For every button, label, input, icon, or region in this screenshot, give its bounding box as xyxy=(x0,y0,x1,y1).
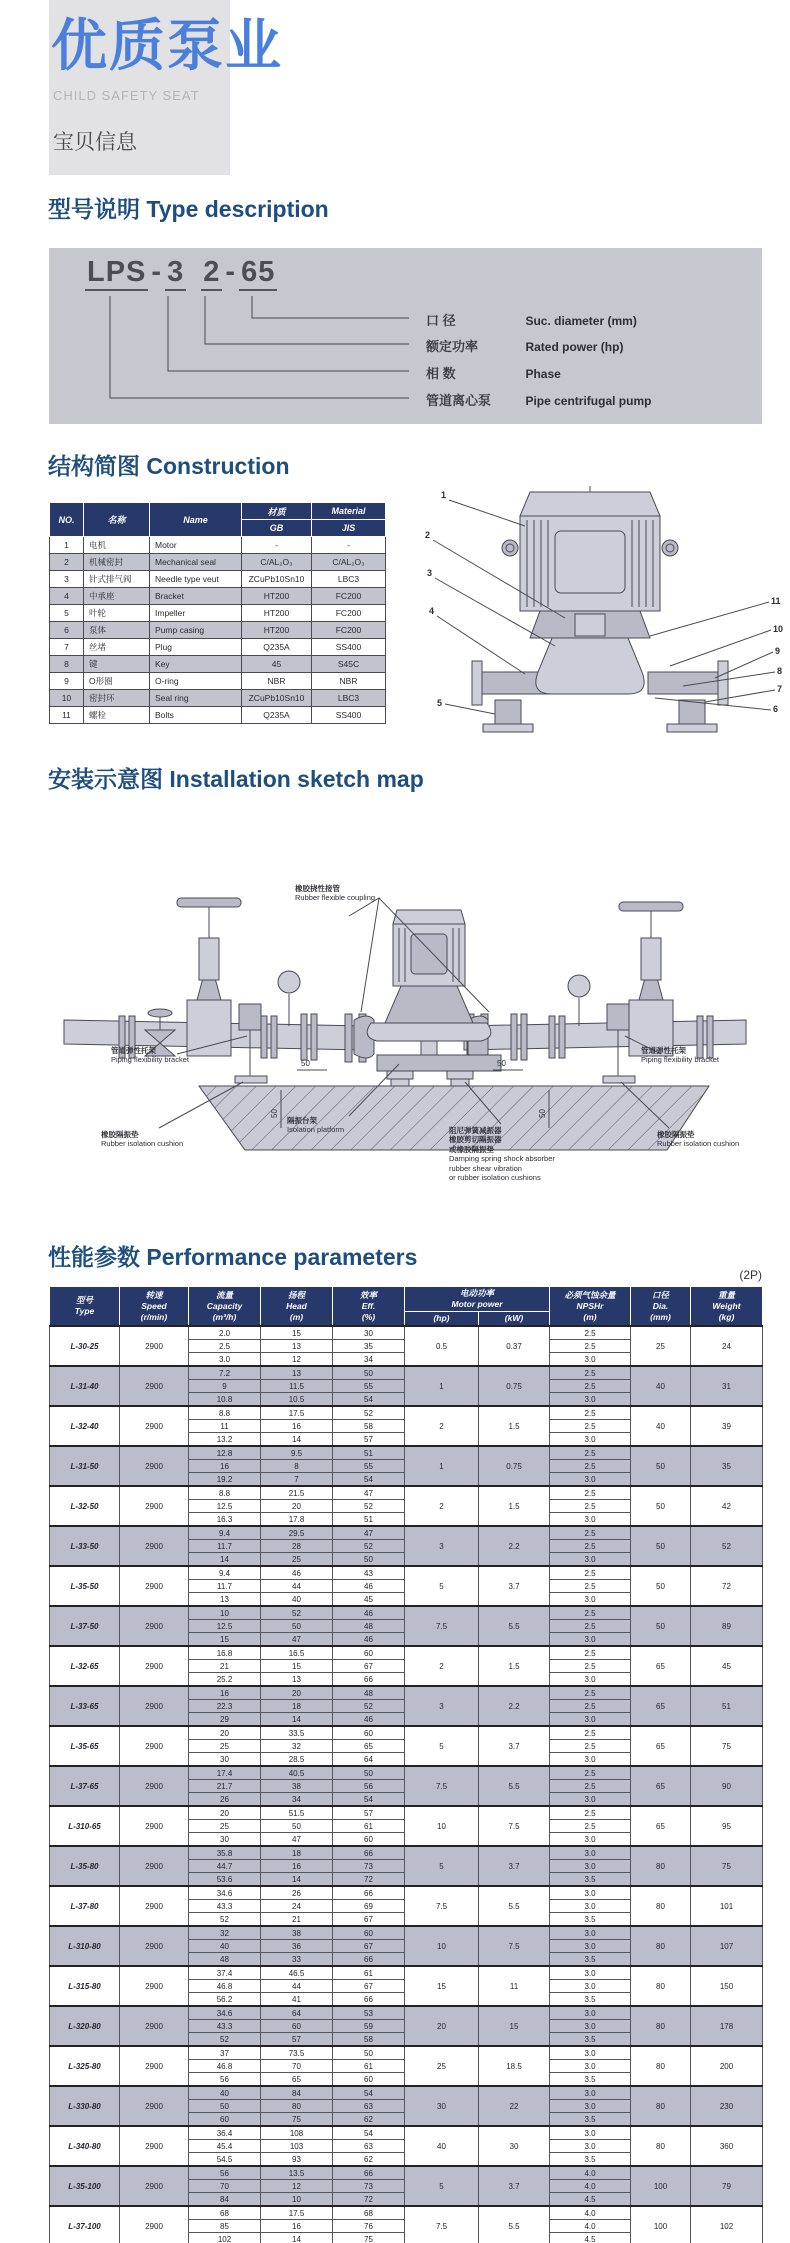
performance-row: 48 33 66 3.5 xyxy=(50,1953,763,1967)
dim-50-left: 50 xyxy=(301,1059,310,1068)
performance-row: 22.3 18 52 2.5 xyxy=(50,1700,763,1713)
performance-row: 52 21 67 3.5 xyxy=(50,1913,763,1927)
col-hp: (hp) xyxy=(405,1312,479,1327)
performance-row: 43.3 60 59 3.0 xyxy=(50,2020,763,2033)
performance-row: 13 40 45 3.0 xyxy=(50,1593,763,1607)
brand-title: 优质泵业 xyxy=(51,14,283,77)
performance-row: 44.7 16 73 3.0 xyxy=(50,1860,763,1873)
performance-row: 25 32 65 2.5 xyxy=(50,1740,763,1753)
legend-suction-diameter: 口 径 Suc. diameter (mm) xyxy=(426,313,637,328)
col-name-en: Name xyxy=(150,503,242,537)
performance-row: 12.5 50 48 2.5 xyxy=(50,1620,763,1633)
model-code-connector-lines xyxy=(49,248,762,424)
performance-row: 53.6 14 72 3.5 xyxy=(50,1873,763,1887)
performance-row: 26 34 54 3.0 xyxy=(50,1793,763,1807)
performance-row: L-35-50 2900 9.4 46 43 5 3.7 2.5 50 72 xyxy=(50,1566,763,1580)
dim-50-right: 50 xyxy=(497,1059,506,1068)
performance-row: 21.7 38 56 2.5 xyxy=(50,1780,763,1793)
performance-row: 15 47 46 3.0 xyxy=(50,1633,763,1647)
construction-row: 5 叶轮 Impeller HT200 FC200 xyxy=(50,605,386,622)
performance-row: 102 14 75 4.5 xyxy=(50,2233,763,2243)
performance-row: L-33-50 2900 9.4 29.5 47 3 2.2 2.5 50 52 xyxy=(50,1526,763,1540)
label-cushion-right: 橡胶隔振垫 Rubber isolation cushion xyxy=(657,1130,740,1149)
callout-7: 7 xyxy=(777,684,783,694)
performance-row: 60 75 62 3.5 xyxy=(50,2113,763,2127)
callout-3: 3 xyxy=(427,568,433,578)
col-diameter: 口径 Dia. (mm) xyxy=(631,1287,691,1327)
performance-row: 11 16 58 2.5 xyxy=(50,1420,763,1433)
col-jis: JIS xyxy=(312,520,386,537)
performance-row: 2.5 13 35 2.5 xyxy=(50,1340,763,1353)
installation-heading: 安装示意图 Installation sketch map xyxy=(48,766,424,792)
performance-row: 19.2 7 54 3.0 xyxy=(50,1473,763,1487)
performance-row: 54.5 93 62 3.5 xyxy=(50,2153,763,2167)
construction-row: 10 密封环 Seal ring ZCuPb10Sn10 LBC3 xyxy=(50,690,386,707)
performance-row: 29 14 46 3.0 xyxy=(50,1713,763,1727)
performance-row: L-37-65 2900 17.4 40.5 50 7.5 5.5 2.5 65 90 xyxy=(50,1766,763,1780)
col-material-en: Material xyxy=(312,503,386,520)
product-info-label: 宝贝信息 xyxy=(53,131,137,154)
col-motor-power: 电动功率 Motor power xyxy=(405,1287,550,1312)
performance-row: 11.7 44 46 2.5 xyxy=(50,1580,763,1593)
performance-row: 46.8 70 61 3.0 xyxy=(50,2060,763,2073)
performance-heading: 性能参数 Performance parameters xyxy=(48,1244,418,1270)
col-material-zh: 材质 xyxy=(242,503,312,520)
performance-row: L-32-40 2900 8.8 17.5 52 2 1.5 2.5 40 39 xyxy=(50,1406,763,1420)
callout-2: 2 xyxy=(425,530,431,540)
performance-row: L-37-80 2900 34.6 26 66 7.5 5.5 3.0 80 101 xyxy=(50,1886,763,1900)
col-weight: 重量 Weight (kg) xyxy=(691,1287,763,1327)
performance-row: L-310-65 2900 20 51.5 57 10 7.5 2.5 65 95 xyxy=(50,1806,763,1820)
type-description-panel xyxy=(49,248,762,424)
installation-diagram xyxy=(49,798,762,1193)
performance-row: L-35-100 2900 56 13.5 66 5 3.7 4.0 100 79 xyxy=(50,2166,763,2180)
performance-row: 16.3 17.8 51 3.0 xyxy=(50,1513,763,1527)
dim-50-left-v: 50 xyxy=(270,1109,279,1118)
model-diameter: 65 xyxy=(239,256,277,291)
performance-row: 25.2 13 66 3.0 xyxy=(50,1673,763,1687)
label-damper: 阻尼弹簧减振器 橡胶剪切隔振器 或橡胶隔振垫 Damping spring shock absorber rubber shear vibration or rubber isolation cushions xyxy=(449,1126,555,1182)
col-efficiency: 效率 Eff. (%) xyxy=(333,1287,405,1327)
performance-row: L-37-50 2900 10 52 46 7.5 5.5 2.5 50 89 xyxy=(50,1606,763,1620)
construction-table xyxy=(49,502,386,724)
construction-row: 4 中承座 Bracket HT200 FC200 xyxy=(50,588,386,605)
col-speed: 转速 Speed (r/min) xyxy=(120,1287,189,1327)
performance-row: 25 50 61 2.5 xyxy=(50,1820,763,1833)
performance-row: 70 12 73 4.0 xyxy=(50,2180,763,2193)
col-capacity: 流量 Capacity (m³/h) xyxy=(189,1287,261,1327)
performance-row: L-330-80 2900 40 84 54 30 22 3.0 80 230 xyxy=(50,2086,763,2100)
label-platform: 隔振台架 Isolation platform xyxy=(287,1116,345,1135)
construction-row: 3 针式排气阀 Needle type veut ZCuPb10Sn10 LBC3 xyxy=(50,571,386,588)
performance-row: 46.8 44 67 3.0 xyxy=(50,1980,763,1993)
col-gb: GB xyxy=(242,520,312,537)
performance-row: 16 8 55 2.5 xyxy=(50,1460,763,1473)
col-kw: (kW) xyxy=(479,1312,550,1327)
performance-row: L-35-65 2900 20 33.5 60 5 3.7 2.5 65 75 xyxy=(50,1726,763,1740)
legend-phase: 相 数 Phase xyxy=(426,366,561,381)
performance-row: 3.0 12 34 3.0 xyxy=(50,1353,763,1367)
performance-row: L-30-25 2900 2.0 15 30 0.5 0.37 2.5 25 24 xyxy=(50,1326,763,1340)
callout-4: 4 xyxy=(429,606,435,616)
legend-rated-power: 额定功率 Rated power (hp) xyxy=(426,339,624,354)
performance-row: 56 65 60 3.5 xyxy=(50,2073,763,2087)
performance-row: 56.2 41 66 3.5 xyxy=(50,1993,763,2007)
performance-row: 12.5 20 52 2.5 xyxy=(50,1500,763,1513)
performance-row: 43.3 24 69 3.0 xyxy=(50,1900,763,1913)
col-head: 扬程 Head (m) xyxy=(261,1287,333,1327)
legend-pump-type: 管道离心泵 Pipe centrifugal pump xyxy=(426,393,652,408)
col-npshr: 必须气蚀余量 NPSHr (m) xyxy=(550,1287,631,1327)
performance-row: L-33-65 2900 16 20 48 3 2.2 2.5 65 51 xyxy=(50,1686,763,1700)
performance-row: 30 28.5 64 3.0 xyxy=(50,1753,763,1767)
performance-row: 11.7 28 52 2.5 xyxy=(50,1540,763,1553)
performance-row: 45.4 103 63 3.0 xyxy=(50,2140,763,2153)
performance-row: 30 47 60 3.0 xyxy=(50,1833,763,1847)
performance-table xyxy=(49,1286,763,2243)
col-no: NO. xyxy=(50,503,84,537)
performance-row: 10.8 10.5 54 3.0 xyxy=(50,1393,763,1407)
callout-5: 5 xyxy=(437,698,443,708)
model-code: LPS - 3 2 - 65 xyxy=(85,256,277,289)
construction-row: 11 螺栓 Bolts Q235A SS400 xyxy=(50,707,386,724)
label-bracket-left: 管道弹性托架 Piping flexibility bracket xyxy=(111,1046,189,1065)
construction-row: 1 电机 Motor - - xyxy=(50,537,386,554)
callout-1: 1 xyxy=(441,490,447,500)
performance-row: 50 80 63 3.0 xyxy=(50,2100,763,2113)
construction-row: 9 O形圈 O-ring NBR NBR xyxy=(50,673,386,690)
callout-6: 6 xyxy=(773,704,779,714)
type-description-heading: 型号说明 Type description xyxy=(48,196,329,222)
performance-row: 13.2 14 57 3.0 xyxy=(50,1433,763,1447)
performance-row: 40 36 67 3.0 xyxy=(50,1940,763,1953)
construction-row: 2 机械密封 Mechanical seal C/AL₂O₃ C/AL₂O₃ xyxy=(50,554,386,571)
construction-row: 6 泵体 Pump casing HT200 FC200 xyxy=(50,622,386,639)
callout-11: 11 xyxy=(771,596,781,606)
performance-row: L-31-50 2900 12.8 9.5 51 1 0.75 2.5 50 35 xyxy=(50,1446,763,1460)
col-name-zh: 名称 xyxy=(84,503,150,537)
pump-construction-diagram xyxy=(415,486,790,741)
performance-row: L-32-65 2900 16.8 16.5 60 2 1.5 2.5 65 45 xyxy=(50,1646,763,1660)
performance-row: 9 11.5 55 2.5 xyxy=(50,1380,763,1393)
performance-row: 14 25 50 3.0 xyxy=(50,1553,763,1567)
label-rubber-coupling: 橡胶挠性接管 Rubber flexible coupling xyxy=(295,884,376,903)
construction-row: 7 丝堵 Plug Q235A SS400 xyxy=(50,639,386,656)
performance-row: L-35-80 2900 35.8 18 66 5 3.7 3.0 80 75 xyxy=(50,1846,763,1860)
performance-row: L-340-80 2900 36.4 108 54 40 30 3.0 80 360 xyxy=(50,2126,763,2140)
model-series: LPS xyxy=(85,256,148,291)
label-bracket-right: 管道弹性托架 Piping flexibility bracket xyxy=(641,1046,719,1065)
model-power: 2 xyxy=(201,256,222,291)
callout-8: 8 xyxy=(777,666,783,676)
performance-row: 85 16 76 4.0 xyxy=(50,2220,763,2233)
label-cushion-left: 橡胶隔振垫 Rubber isolation cushion xyxy=(101,1130,184,1149)
performance-row: L-37-100 2900 68 17.5 68 7.5 5.5 4.0 100 102 xyxy=(50,2206,763,2220)
performance-row: L-32-50 2900 8.8 21.5 47 2 1.5 2.5 50 42 xyxy=(50,1486,763,1500)
performance-row: 52 57 58 3.5 xyxy=(50,2033,763,2047)
performance-row: L-325-80 2900 37 73.5 50 25 18.5 3.0 80 200 xyxy=(50,2046,763,2060)
performance-row: 84 10 72 4.5 xyxy=(50,2193,763,2207)
performance-row: L-315-80 2900 37.4 46.5 61 15 11 3.0 80 150 xyxy=(50,1966,763,1980)
callout-9: 9 xyxy=(775,646,781,656)
performance-row: L-320-80 2900 34.6 64 53 20 15 3.0 80 178 xyxy=(50,2006,763,2020)
brand-subtitle: CHILD SAFETY SEAT xyxy=(53,88,200,103)
dim-50-right-v: 50 xyxy=(538,1109,547,1118)
performance-row: L-31-40 2900 7.2 13 50 1 0.75 2.5 40 31 xyxy=(50,1366,763,1380)
col-model: 型号 Type xyxy=(50,1287,120,1327)
performance-row: L-310-80 2900 32 38 60 10 7.5 3.0 80 107 xyxy=(50,1926,763,1940)
construction-row: 8 键 Key 45 S45C xyxy=(50,656,386,673)
pole-note: (2P) xyxy=(739,1268,762,1282)
model-phase: 3 xyxy=(165,256,186,291)
construction-heading: 结构简图 Construction xyxy=(48,453,290,479)
callout-10: 10 xyxy=(773,624,784,634)
performance-row: 21 15 67 2.5 xyxy=(50,1660,763,1673)
